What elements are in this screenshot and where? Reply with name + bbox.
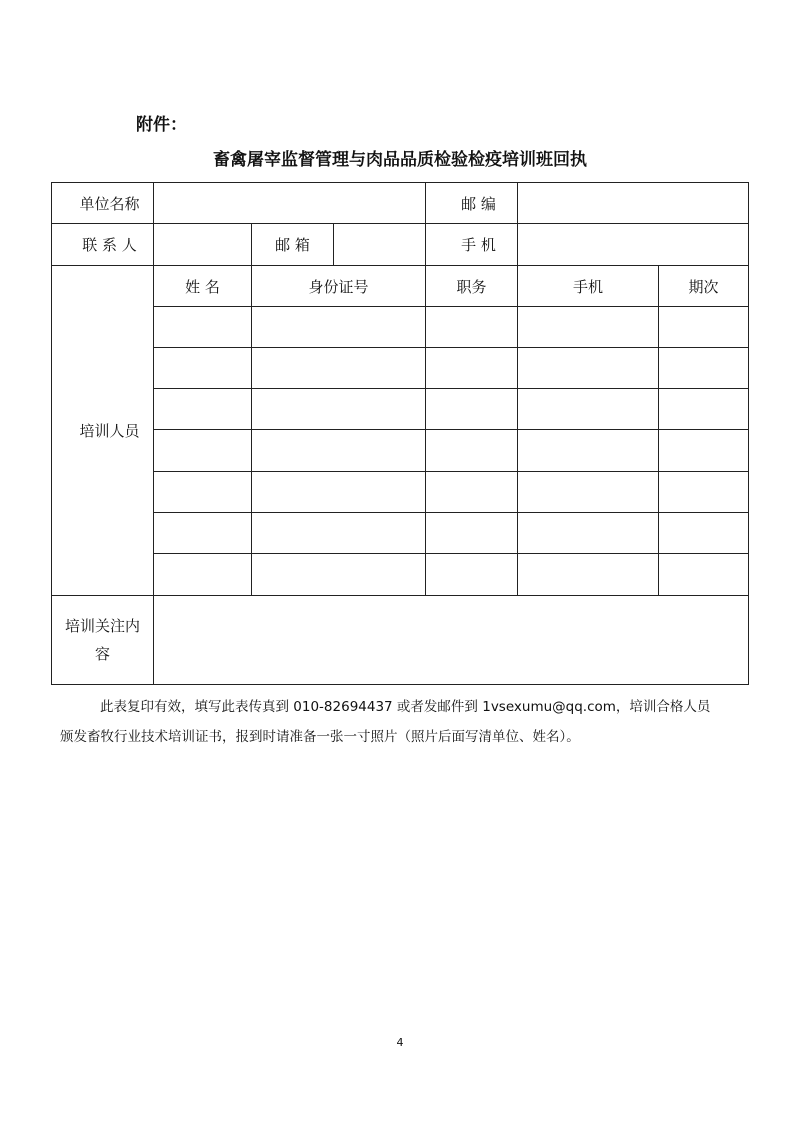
trainee-id-cell[interactable] bbox=[252, 348, 426, 389]
column-header-id-number: 身份证号 bbox=[252, 266, 426, 307]
trainee-session-cell[interactable] bbox=[659, 307, 749, 348]
column-header-position: 职务 bbox=[426, 266, 518, 307]
trainee-phone-cell[interactable] bbox=[518, 389, 659, 430]
trainee-position-cell[interactable] bbox=[426, 472, 518, 513]
phone-field[interactable] bbox=[518, 224, 749, 266]
unit-name-field[interactable] bbox=[154, 183, 426, 224]
instruction-note bbox=[60, 692, 720, 752]
focus-label: 培训关注内容 bbox=[52, 596, 154, 685]
trainee-row bbox=[52, 472, 749, 513]
focus-row bbox=[52, 596, 749, 685]
registration-form-table bbox=[51, 182, 749, 685]
trainee-phone-cell[interactable] bbox=[518, 554, 659, 596]
trainee-phone-cell[interactable] bbox=[518, 430, 659, 472]
unit-name-label: 单位名称 bbox=[52, 183, 154, 224]
trainee-session-cell[interactable] bbox=[659, 554, 749, 596]
contact-label: 联 系 人 bbox=[52, 224, 154, 266]
trainee-position-cell[interactable] bbox=[426, 348, 518, 389]
column-header-session: 期次 bbox=[659, 266, 749, 307]
trainees-label: 培训人员 bbox=[52, 266, 154, 596]
column-header-name: 姓 名 bbox=[154, 266, 252, 307]
attachment-label: 附件： bbox=[136, 115, 187, 135]
trainee-phone-cell[interactable] bbox=[518, 472, 659, 513]
trainee-position-cell[interactable] bbox=[426, 554, 518, 596]
trainee-id-cell[interactable] bbox=[252, 513, 426, 554]
trainee-session-cell[interactable] bbox=[659, 389, 749, 430]
trainee-row bbox=[52, 389, 749, 430]
trainee-position-cell[interactable] bbox=[426, 513, 518, 554]
trainee-phone-cell[interactable] bbox=[518, 348, 659, 389]
email-label: 邮 箱 bbox=[252, 224, 334, 266]
trainee-name-cell[interactable] bbox=[154, 430, 252, 472]
trainee-phone-cell[interactable] bbox=[518, 513, 659, 554]
trainee-name-cell[interactable] bbox=[154, 348, 252, 389]
page-number: 4 bbox=[396, 1036, 404, 1049]
trainee-session-cell[interactable] bbox=[659, 472, 749, 513]
trainee-session-cell[interactable] bbox=[659, 348, 749, 389]
trainee-name-cell[interactable] bbox=[154, 389, 252, 430]
trainee-id-cell[interactable] bbox=[252, 554, 426, 596]
focus-field[interactable] bbox=[154, 596, 749, 685]
trainee-id-cell[interactable] bbox=[252, 307, 426, 348]
trainee-id-cell[interactable] bbox=[252, 430, 426, 472]
instruction-text: 此表复印有效，填写此表传真到 010-82694437 或者发邮件到 1vsexumu@qq.com，培训合格人员颁发畜牧行业技术培训证书，报到时请准备一张一寸照片（照片后面写清单位、姓名）。 bbox=[60, 699, 711, 745]
trainee-row bbox=[52, 554, 749, 596]
trainee-row bbox=[52, 348, 749, 389]
contact-field[interactable] bbox=[154, 224, 252, 266]
trainee-name-cell[interactable] bbox=[154, 513, 252, 554]
trainee-name-cell[interactable] bbox=[154, 554, 252, 596]
trainee-row bbox=[52, 430, 749, 472]
unit-row bbox=[52, 183, 749, 224]
trainee-row bbox=[52, 513, 749, 554]
page-title: 畜禽屠宰监督管理与肉品品质检验检疫培训班回执 bbox=[213, 150, 587, 170]
trainee-name-cell[interactable] bbox=[154, 307, 252, 348]
contact-row bbox=[52, 224, 749, 266]
column-header-phone: 手机 bbox=[518, 266, 659, 307]
trainee-header-row bbox=[52, 266, 749, 307]
trainee-position-cell[interactable] bbox=[426, 430, 518, 472]
trainee-session-cell[interactable] bbox=[659, 513, 749, 554]
postcode-field[interactable] bbox=[518, 183, 749, 224]
trainee-row bbox=[52, 307, 749, 348]
postcode-label: 邮 编 bbox=[426, 183, 518, 224]
email-field[interactable] bbox=[334, 224, 426, 266]
trainee-position-cell[interactable] bbox=[426, 307, 518, 348]
trainee-id-cell[interactable] bbox=[252, 472, 426, 513]
trainee-phone-cell[interactable] bbox=[518, 307, 659, 348]
trainee-id-cell[interactable] bbox=[252, 389, 426, 430]
phone-label: 手 机 bbox=[426, 224, 518, 266]
trainee-name-cell[interactable] bbox=[154, 472, 252, 513]
trainee-position-cell[interactable] bbox=[426, 389, 518, 430]
trainee-session-cell[interactable] bbox=[659, 430, 749, 472]
